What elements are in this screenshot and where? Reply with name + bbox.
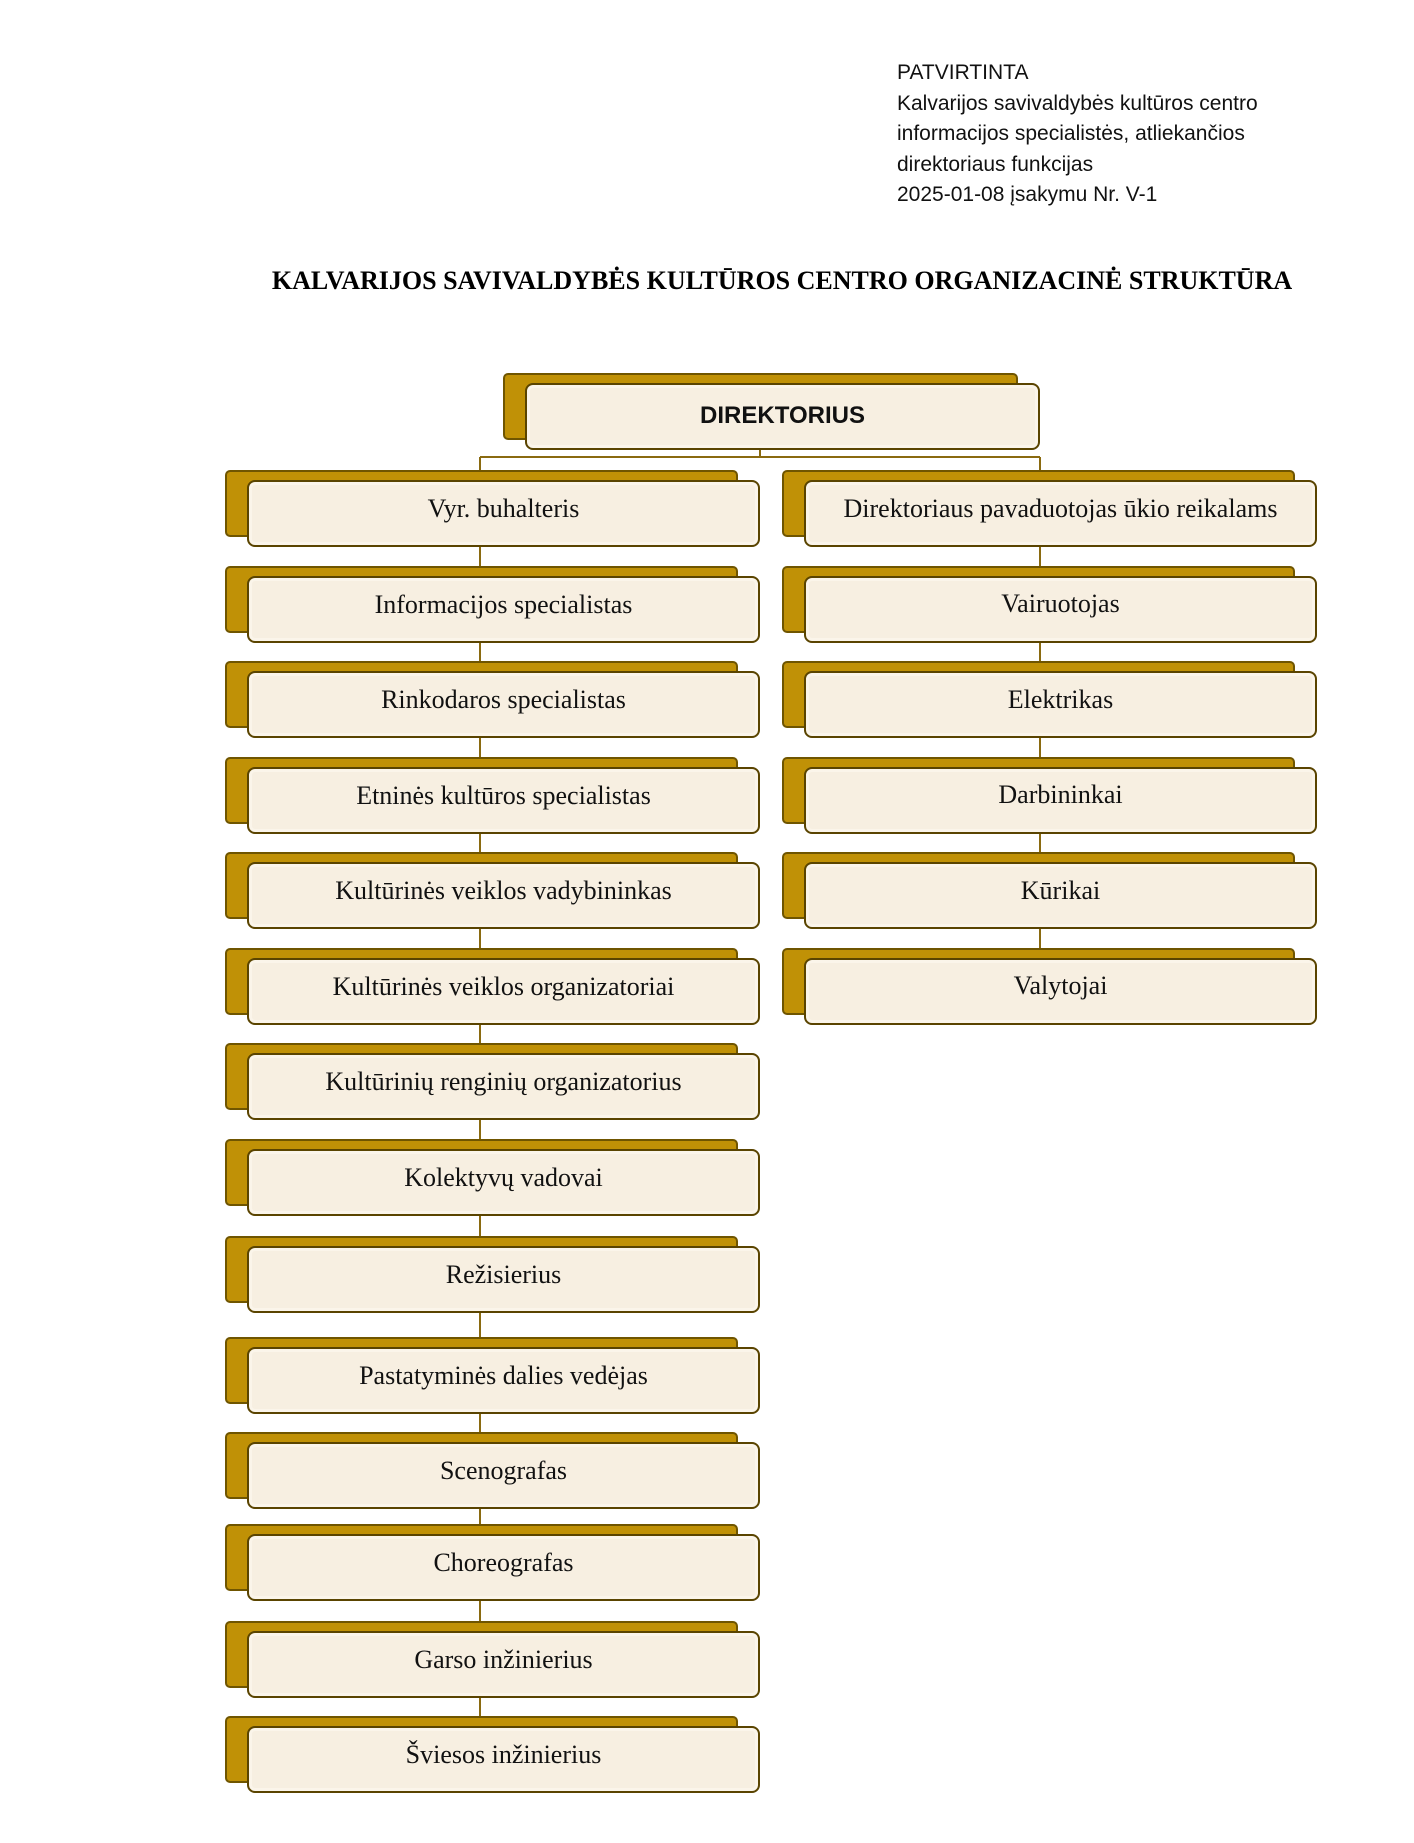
page-title: KALVARIJOS SAVIVALDYBĖS KULTŪROS CENTRO ORGANIZACINĖ STRUKTŪRA [271, 266, 1293, 295]
position-label: Kūrikai [1020, 875, 1101, 905]
position-label: Kultūrinės veiklos organizatoriai [332, 971, 675, 1001]
position-label: Direktoriaus pavaduotojas ūkio reikalams [843, 493, 1278, 523]
position-label: Etninės kultūros specialistas [356, 780, 651, 810]
position-label: Kolektyvų vadovai [404, 1162, 603, 1192]
position-box-pastatymines-dalies-vedejas [225, 1337, 760, 1414]
position-label: Scenografas [439, 1455, 568, 1485]
director-box [503, 373, 1040, 450]
position-box-vyr-buhalteris [225, 470, 760, 547]
position-box-valytojai [782, 948, 1317, 1025]
position-label: Kultūrinių renginių organizatorius [325, 1066, 682, 1096]
approval-line-2: Kalvarijos savivaldybės kultūros centro [897, 91, 1258, 115]
position-box-sviesos-inzinierius [225, 1716, 760, 1793]
approval-line-5: 2025-01-08 įsakymu Nr. V-1 [897, 183, 1158, 206]
position-box-scenografas [225, 1432, 760, 1509]
position-label: Darbininkai [998, 780, 1123, 809]
position-box-etnines-kulturos-specialistas [225, 757, 760, 834]
position-label: Informacijos specialistas [374, 589, 633, 619]
position-box-darbininkai [782, 757, 1317, 834]
position-label: Kultūrinės veiklos vadybininkas [335, 875, 672, 905]
position-box-rezisierius [225, 1236, 760, 1313]
approval-line-3: informacijos specialistės, atliekančios [897, 122, 1245, 145]
position-box-kulturines-veiklos-vadybininkas [225, 852, 760, 929]
position-label: Šviesos inžinierius [405, 1739, 602, 1769]
position-label: Elektrikas [1007, 684, 1114, 714]
position-label: Vairuotojas [1001, 589, 1120, 618]
position-box-kurikai [782, 852, 1317, 929]
position-box-vairuotojas [782, 566, 1317, 643]
position-label: Vyr. buhalteris [427, 493, 580, 523]
position-box-garso-inzinierius [225, 1621, 760, 1698]
position-label: Pastatyminės dalies vedėjas [359, 1360, 648, 1390]
position-box-kulturiniu-renginiu-organizatorius [225, 1043, 760, 1120]
position-box-kulturines-veiklos-organizatoriai [225, 948, 760, 1025]
position-box-direktoriaus-pavaduotojas-ukio-reikalams [782, 470, 1317, 547]
position-label: Režisierius [445, 1259, 562, 1289]
approval-line-1: PATVIRTINTA [897, 61, 1029, 84]
position-box-kolektyvu-vadovai [225, 1139, 760, 1216]
approval-line-4: direktoriaus funkcijas [897, 152, 1094, 176]
position-label: Garso inžinierius [414, 1644, 593, 1674]
position-label: Rinkodaros specialistas [381, 684, 626, 714]
position-box-informacijos-specialistas [225, 566, 760, 643]
position-box-elektrikas [782, 661, 1317, 738]
position-box-rinkodaros-specialistas [225, 661, 760, 738]
position-box-choreografas [225, 1524, 760, 1601]
position-label: Valytojai [1013, 971, 1108, 1000]
position-label: Choreografas [433, 1547, 574, 1577]
director-label: DIREKTORIUS [700, 401, 865, 429]
